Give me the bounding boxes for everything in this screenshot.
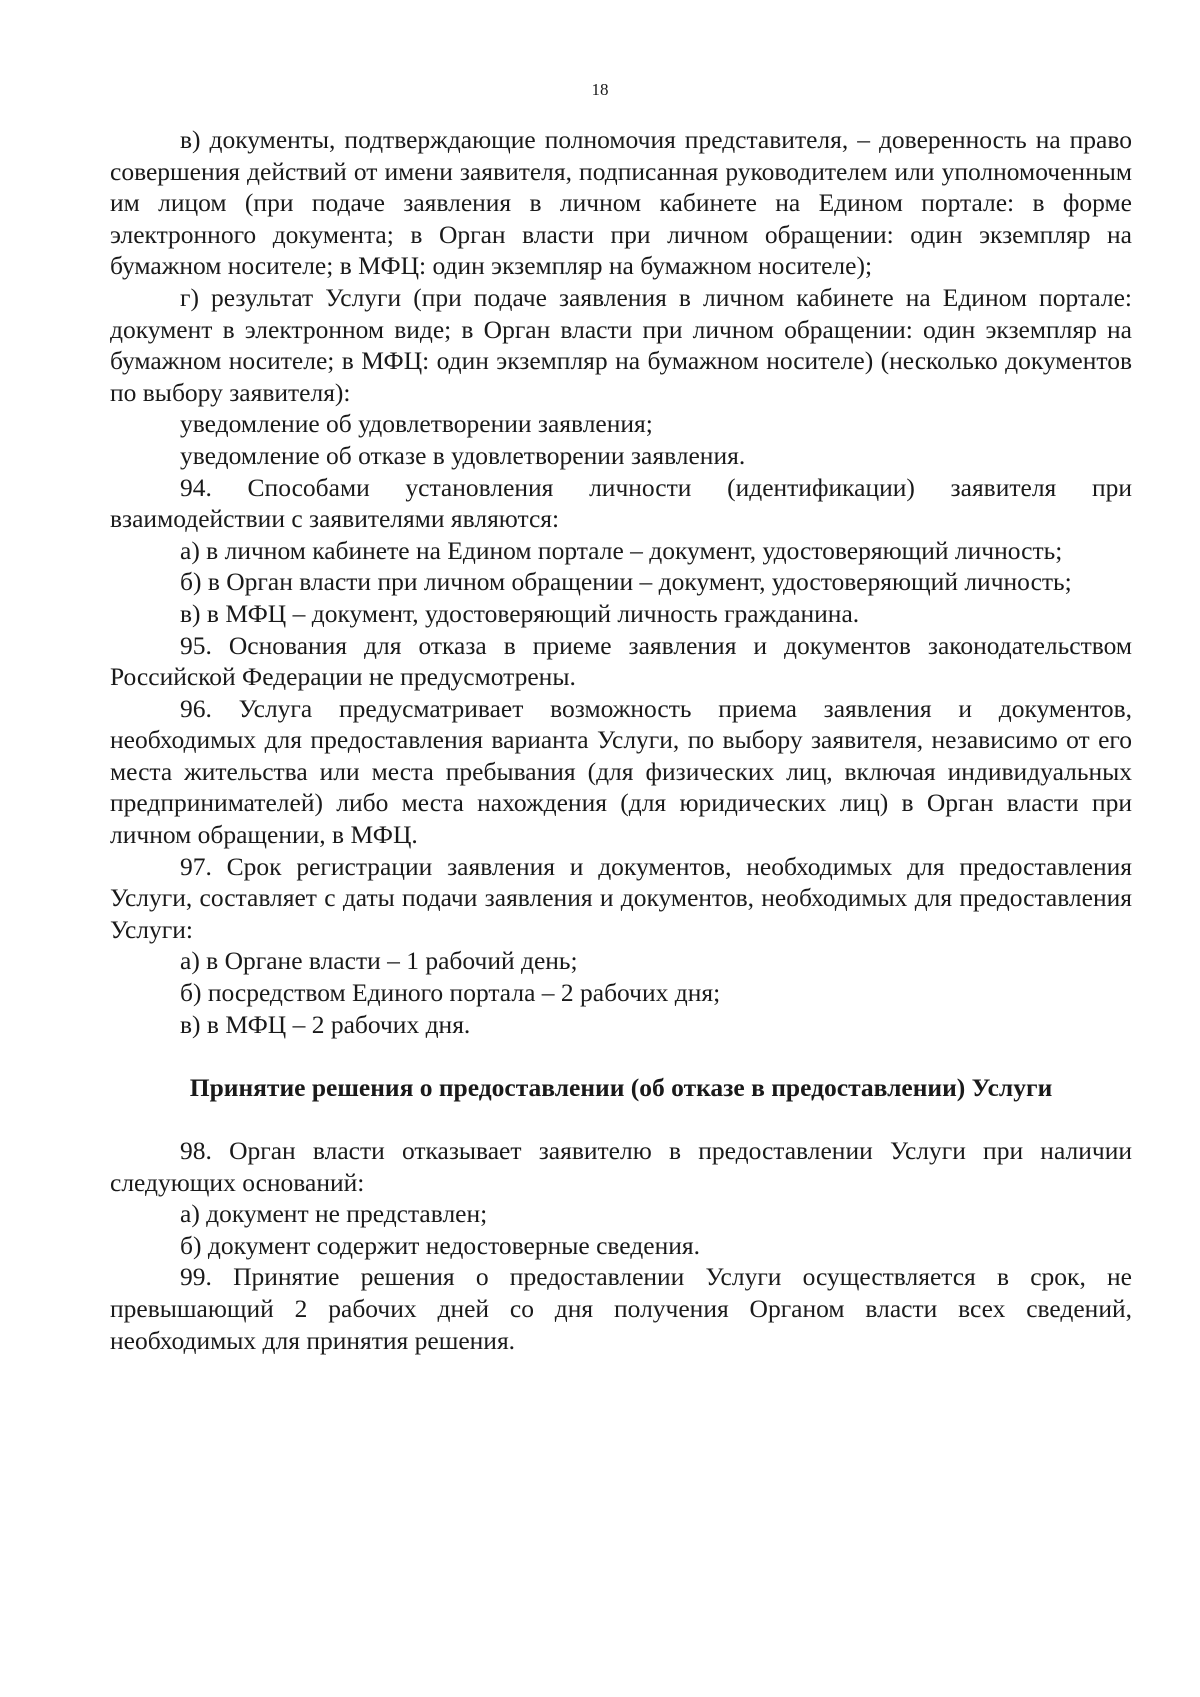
paragraph-97-a: а) в Органе власти – 1 рабочий день;: [180, 946, 578, 976]
section-heading: Принятие решения о предоставлении (об отказе в предоставлении) Услуги: [189, 1072, 1053, 1102]
paragraph-94-a: а) в личном кабинете на Едином портале – документ, удостоверяющий личность;: [180, 535, 1063, 565]
paragraph-96: 96. Услуга предусматривает возможность приема заявления и документов, необходимых для предоставления варианта Услуги, по выбору заявителя, независимо от его места жительства или места пребывания (для физических лиц, включая индивидуальных предпринимателей) либо места нахождения (для юридических лиц) в Орган власти при личном обращении, в МФЦ.: [110, 693, 1132, 850]
paragraph-item-v-documents: в) документы, подтверждающие полномочия представителя, – доверенность на право совершения действий от имени заявителя, подписанная руководителем или уполномоченным им лицом (при подаче заявления в личном кабинете на Едином портале: в форме электронного документа; в Орган власти при личном обращении: один экземпляр на бумажном носителе; в МФЦ: один экземпляр на бумажном носителе);: [110, 125, 1132, 281]
paragraph-97: 97. Срок регистрации заявления и документов, необходимых для предоставления Услуги, составляет с даты подачи заявления и документов, необходимых для предоставления Услуги:: [110, 851, 1132, 944]
paragraph-98: 98. Орган власти отказывает заявителю в предоставлении Услуги при наличии следующих оснований:: [110, 1136, 1132, 1197]
page-number: 18: [591, 80, 609, 99]
paragraph-94-b: б) в Орган власти при личном обращении – документ, удостоверяющий личность;: [180, 567, 1072, 597]
paragraph-94: 94. Способами установления личности (идентификации) заявителя при взаимодействии с заявителями являются:: [110, 472, 1132, 534]
paragraph-98-b: б) документ содержит недостоверные сведения.: [180, 1230, 700, 1260]
section-spacer: [110, 1103, 1132, 1135]
paragraph-99: 99. Принятие решения о предоставлении Услуги осуществляется в срок, не превышающий 2 рабочих дней со дня получения Органом власти всех сведений, необходимых для принятия решения.: [110, 1262, 1132, 1355]
paragraph-95: 95. Основания для отказа в приеме заявления и документов законодательством Российской Федерации не предусмотрены.: [110, 630, 1132, 692]
paragraph-item-g-result: г) результат Услуги (при подаче заявления в личном кабинете на Едином портале: документ в электронном виде; в Орган власти при личном обращении: один экземпляр на бумажном носителе; в МФЦ: один экземпляр на бумажном носителе) (несколько документов по выбору заявителя):: [110, 282, 1132, 407]
section-spacer: [110, 1040, 1132, 1072]
paragraph-97-v: в) в МФЦ – 2 рабочих дня.: [180, 1009, 471, 1039]
paragraph-97-b: б) посредством Единого портала – 2 рабочих дня;: [180, 978, 721, 1008]
paragraph-notice-refusal: уведомление об отказе в удовлетворении заявления.: [180, 440, 746, 470]
paragraph-98-a: а) документ не представлен;: [180, 1199, 488, 1229]
paragraph-94-v: в) в МФЦ – документ, удостоверяющий личность гражданина.: [180, 598, 860, 628]
paragraph-notice-approval: уведомление об удовлетворении заявления;: [180, 409, 653, 439]
document-body: [110, 124, 1132, 1356]
